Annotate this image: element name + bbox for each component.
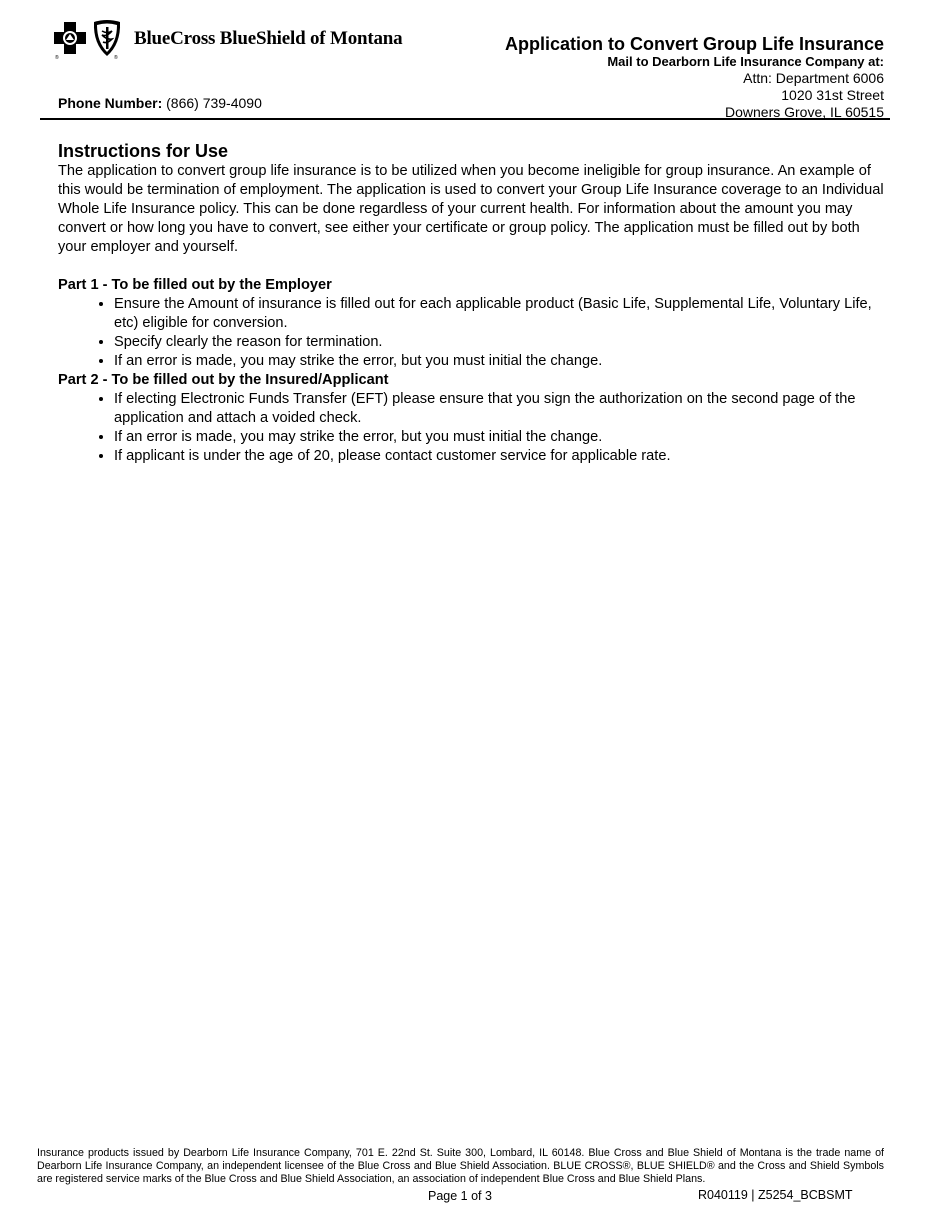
document-title: Application to Convert Group Life Insurance [504, 34, 884, 54]
brand-name: BlueCross BlueShield of Montana [134, 28, 403, 49]
list-item: • If an error is made, you may strike the error, but you must initial the change. [114, 352, 892, 371]
part1-title: Part 1 - To be filled out by the Employer [58, 277, 332, 293]
company-logo [52, 18, 402, 60]
page-number: Page 1 of 3 [428, 1189, 492, 1203]
instructions-heading: Instructions for Use [58, 141, 229, 161]
mail-to-label: Mail to Dearborn Life Insurance Company at: [607, 54, 884, 69]
part2-title: Part 2 - To be filled out by the Insured/Applicant [58, 372, 389, 388]
svg-text:®: ® [55, 55, 59, 60]
phone-value: (866) 739-4090 [166, 95, 262, 111]
list-item: • Ensure the Amount of insurance is filled out for each applicable product (Basic Life, Supplemental Life, Voluntary Life, etc) eligible for conversion. [114, 295, 892, 333]
list-item: • If an error is made, you may strike the error, but you must initial the change. [114, 428, 892, 447]
part1-list [58, 295, 892, 371]
footer-disclaimer: Insurance products issued by Dearborn Life Insurance Company, 701 E. 22nd St. Suite 300, Lombard, IL 60148. Blue Cross and Blue Shield of Montana is the trade name of Dearborn Life Insurance Company, an independent licensee of the Blue Cross and Blue Shield Association. BLUE CROSS®, BLUE SHIELD® and the Cross and Shield Symbols are registered service marks of the Blue Cross and Blue Shield Association, an association of independent Blue Cross and Blue Shield Plans. [37, 1147, 884, 1185]
address-line-3: Downers Grove, IL 60515 [724, 104, 884, 120]
address-line-2: 1020 31st Street [781, 87, 884, 103]
phone-label: Phone Number: [58, 95, 163, 111]
list-item: • If applicant is under the age of 20, please contact customer service for applicable rate. [114, 447, 892, 466]
cross-shield-logo-icon [52, 18, 124, 60]
phone-number [58, 95, 262, 111]
list-item: • Specify clearly the reason for termination. [114, 333, 892, 352]
header-divider [40, 118, 890, 120]
header-right [505, 34, 884, 121]
list-item: • If electing Electronic Funds Transfer (EFT) please ensure that you sign the authorization on the second page of the application and attach a voided check. [114, 390, 892, 428]
svg-text:®: ® [114, 55, 118, 60]
part2-list [58, 390, 892, 466]
address-line-1: Attn: Department 6006 [743, 70, 884, 86]
instructions-intro: The application to convert group life insurance is to be utilized when you become ineligible for group insurance. An example of this would be termination of employment. The application is used to convert your Group Life Insurance coverage to an Individual Whole Life Insurance policy. This can be done regardless of your current health. For information about the amount you may convert or how long you have to convert, see either your certificate or group policy. The application must be filled out by both your employer and yourself. [58, 163, 884, 255]
form-code: R040119 | Z5254_BCBSMT [698, 1188, 853, 1202]
instructions-section [58, 140, 892, 466]
